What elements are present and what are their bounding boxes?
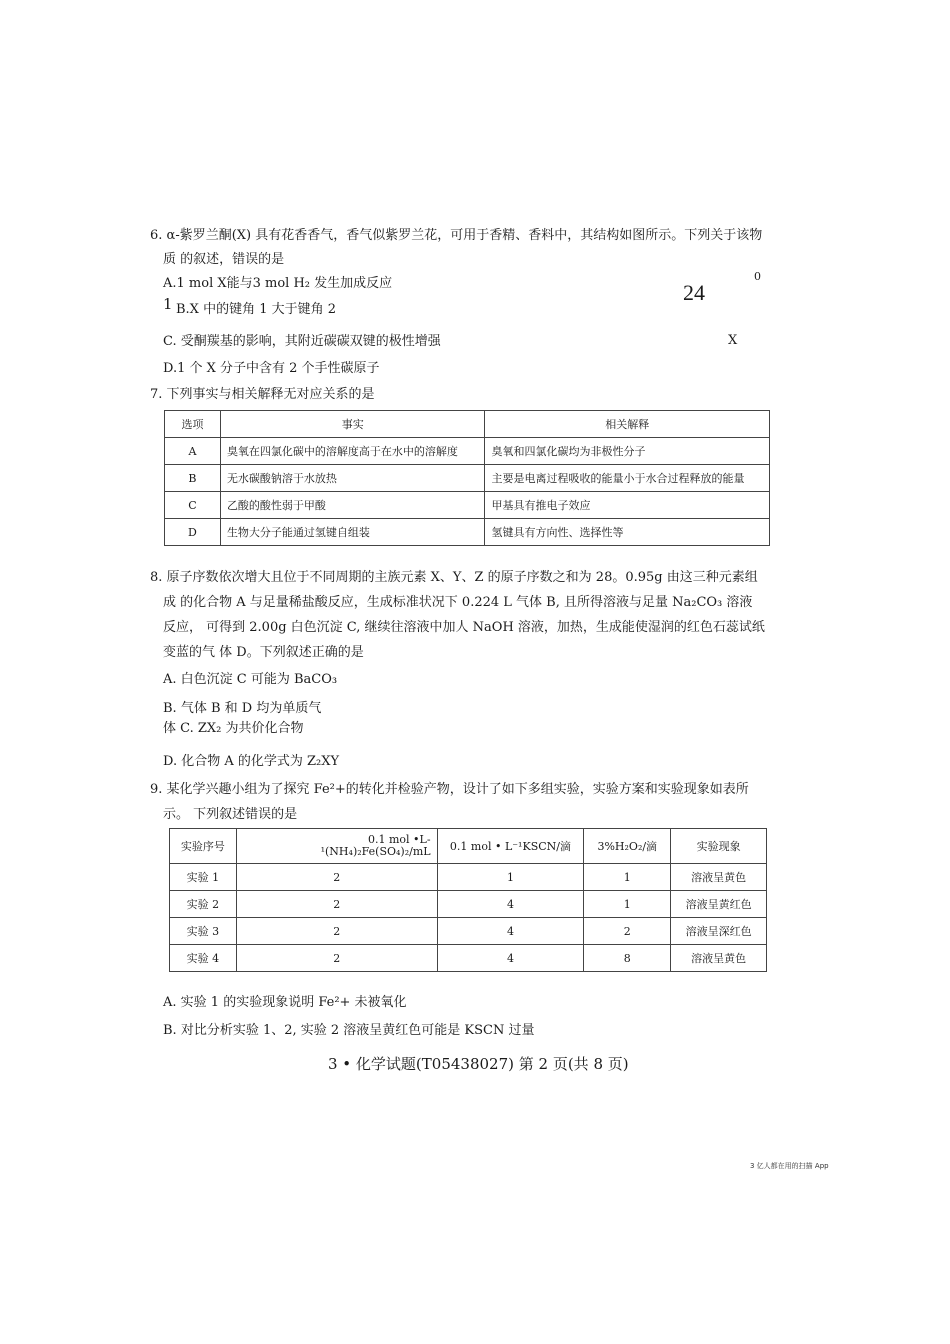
q7-table-header xyxy=(165,411,770,438)
q9-header-fe-solution-line1: 0.1 mol •L- xyxy=(368,833,431,846)
q9-cell: 2 xyxy=(584,918,671,945)
q8-stem-line2: 成 的化合物 A 与足量稀盐酸反应，生成标准状况下 0.224 L 气体 B, 且所得溶液与足量 Na₂CO₃ 溶液 xyxy=(163,595,753,610)
q9-cell: 4 xyxy=(437,918,584,945)
q9-cell: 1 xyxy=(584,891,671,918)
q8-stem-line3: 反应， 可得到 2.00g 白色沉淀 C, 继续往溶液中加人 NaOH 溶液，加热，生成能使湿润的红色石蕊试纸 xyxy=(163,620,765,635)
q9-stem-line1: 9. 某化学兴趣小组为了探究 Fe²+的转化并检验产物，设计了如下多组实验，实验方案和实验现象如表所 xyxy=(150,782,749,797)
q7-cell: A xyxy=(165,438,221,465)
q8-stem-line4: 变蓝的气 体 D。下列叙述正确的是 xyxy=(163,645,364,660)
q7-cell: 主要是电离过程吸收的能量小于水合过程释放的能量 xyxy=(485,465,770,492)
q9-cell: 实验 1 xyxy=(170,864,237,891)
structure-figure-oxygen-label: 0 xyxy=(754,270,761,283)
q7-cell: B xyxy=(165,465,221,492)
table-row xyxy=(165,519,770,546)
q9-cell: 溶液呈黄色 xyxy=(671,945,767,972)
q7-cell: 氢键具有方向性、选择性等 xyxy=(485,519,770,546)
q6-stem-line1: 6. α-紫罗兰酮(X) 具有花香香气，香气似紫罗兰花，可用于香精、香料中，其结构如图所示。下列关于该物 xyxy=(150,228,763,243)
table-row xyxy=(170,891,767,918)
scanner-watermark: 3 亿人都在用的扫描 App xyxy=(750,1162,829,1170)
q9-cell: 2 xyxy=(236,918,437,945)
q9-cell: 2 xyxy=(236,864,437,891)
q9-cell: 2 xyxy=(236,945,437,972)
q6-stem-line2: 质 的叙述，错误的是 xyxy=(163,252,285,267)
q9-cell: 溶液呈黄红色 xyxy=(671,891,767,918)
q9-header-fe-solution xyxy=(236,829,437,864)
page-footer: 3 • 化学试题(T05438027) 第 2 页(共 8 页) xyxy=(328,1055,629,1073)
q9-cell: 1 xyxy=(584,864,671,891)
table-row xyxy=(165,465,770,492)
table-row xyxy=(170,945,767,972)
q7-cell: 臭氧在四氯化碳中的溶解度高于在水中的溶解度 xyxy=(220,438,485,465)
q7-cell: C xyxy=(165,492,221,519)
q7-cell: 生物大分子能通过氢键自组装 xyxy=(220,519,485,546)
q9-cell: 1 xyxy=(437,864,584,891)
structure-figure-x-label: X xyxy=(728,333,738,348)
q9-cell: 溶液呈黄色 xyxy=(671,864,767,891)
q7-table xyxy=(164,410,770,546)
q9-header-fe-solution-line2: ¹(NH₄)₂Fe(SO₄)₂/mL xyxy=(320,845,431,858)
q9-option-b: B. 对比分析实验 1、2, 实验 2 溶液呈黄红色可能是 KSCN 过量 xyxy=(163,1023,535,1038)
q6-option-b: B.X 中的键角 1 大于键角 2 xyxy=(176,302,337,317)
q7-header-option: 选项 xyxy=(165,411,221,438)
q9-cell: 实验 2 xyxy=(170,891,237,918)
q6-option-a: A.1 mol X能与3 mol H₂ 发生加成反应 xyxy=(163,276,393,291)
q9-cell: 2 xyxy=(236,891,437,918)
q8-option-b: B. 气体 B 和 D 均为单质气 xyxy=(163,701,322,716)
q6-option-b-prefix: 1 xyxy=(163,295,173,313)
q8-option-a: A. 白色沉淀 C 可能为 BaCO₃ xyxy=(163,672,338,687)
q9-table-header xyxy=(170,829,767,864)
q8-option-c: 体 C. ZX₂ 为共价化合物 xyxy=(163,721,304,736)
q6-option-c: C. 受酮羰基的影响，其附近碳碳双键的极性增强 xyxy=(163,334,441,349)
q9-cell: 4 xyxy=(437,945,584,972)
q7-header-fact: 事实 xyxy=(220,411,485,438)
q9-cell: 4 xyxy=(437,891,584,918)
q9-option-a: A. 实验 1 的实验现象说明 Fe²+ 未被氧化 xyxy=(163,995,407,1010)
table-row xyxy=(165,438,770,465)
q8-stem-line1: 8. 原子序数依次增大且位于不同周期的主族元素 X、Y、Z 的原子序数之和为 28。0.95g 由这三种元素组 xyxy=(150,570,758,585)
structure-figure-number: 24 xyxy=(683,280,705,305)
table-row xyxy=(170,918,767,945)
q9-header-experiment: 实验序号 xyxy=(170,829,237,864)
q7-cell: 无水碳酸钠溶于水放热 xyxy=(220,465,485,492)
q7-cell: D xyxy=(165,519,221,546)
q9-cell: 溶液呈深红色 xyxy=(671,918,767,945)
table-row xyxy=(165,492,770,519)
q9-stem-line2: 示。 下列叙述错误的是 xyxy=(163,807,298,822)
q9-cell: 实验 4 xyxy=(170,945,237,972)
q7-header-explanation: 相关解释 xyxy=(485,411,770,438)
q9-header-phenomenon: 实验现象 xyxy=(671,829,767,864)
q8-option-d: D. 化合物 A 的化学式为 Z₂XY xyxy=(163,754,340,769)
q9-cell: 实验 3 xyxy=(170,918,237,945)
q7-stem: 7. 下列事实与相关解释无对应关系的是 xyxy=(150,387,375,402)
q7-cell: 臭氧和四氯化碳均为非极性分子 xyxy=(485,438,770,465)
q9-cell: 8 xyxy=(584,945,671,972)
q9-header-h2o2: 3%H₂O₂/滴 xyxy=(584,829,671,864)
q9-header-kscn: 0.1 mol • L⁻¹KSCN/滴 xyxy=(437,829,584,864)
q6-option-d: D.1 个 X 分子中含有 2 个手性碳原子 xyxy=(163,361,380,376)
q7-cell: 甲基具有推电子效应 xyxy=(485,492,770,519)
table-row xyxy=(170,864,767,891)
q9-table xyxy=(169,828,767,972)
q7-cell: 乙酸的酸性弱于甲酸 xyxy=(220,492,485,519)
